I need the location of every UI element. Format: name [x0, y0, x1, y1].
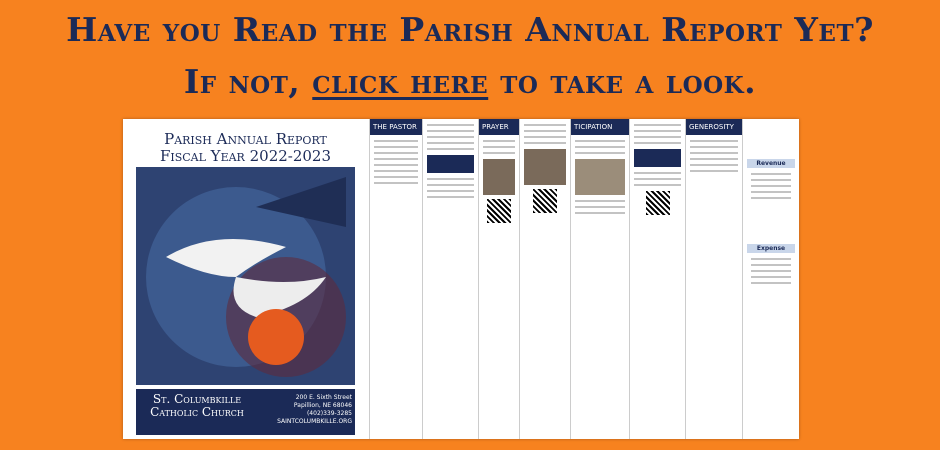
- click-here-link[interactable]: click here: [312, 62, 489, 101]
- column-header: THE PASTOR: [370, 119, 422, 135]
- qr-code-icon: [487, 199, 511, 223]
- report-column-pastor: [369, 119, 422, 439]
- expense-header: Expense: [747, 244, 795, 253]
- qr-code-icon: [533, 189, 557, 213]
- report-title-line1: Parish Annual Report: [164, 130, 327, 148]
- report-title: [123, 131, 368, 165]
- column-header: TICIPATION: [571, 119, 629, 135]
- photo: [575, 159, 625, 195]
- headline-read-report: Have you Read the Parish Annual Report Yet?: [66, 10, 874, 49]
- church-footer: [136, 389, 355, 435]
- church-address: 200 E. Sixth Street Papillion, NE 68046 (402)339-3285 SAINTCOLUMBKILLE.ORG: [277, 394, 352, 425]
- expense-table: [747, 244, 795, 289]
- column-header: GENEROSITY: [686, 119, 742, 135]
- report-column-2: [422, 119, 478, 439]
- report-column-generosity: [685, 119, 742, 439]
- report-column-prayer: [478, 119, 519, 439]
- photo: [524, 149, 566, 185]
- text-block: [427, 155, 474, 173]
- church-name-line1: St. Columbkille: [152, 392, 242, 406]
- column-header: PRAYER: [479, 119, 519, 135]
- church-name-line2: Catholic Church: [150, 405, 244, 419]
- revenue-table: [747, 159, 795, 204]
- report-column-finances: [742, 119, 799, 439]
- text-block: [634, 149, 681, 167]
- report-column-participation: [570, 119, 629, 439]
- report-title-line2: Fiscal Year 2022-2023: [159, 147, 332, 165]
- report-cover: [123, 119, 368, 439]
- annual-report-preview[interactable]: [123, 119, 799, 439]
- report-column-4: [519, 119, 570, 439]
- report-column-6: [629, 119, 685, 439]
- photo: [483, 159, 515, 195]
- headline-prefix: If not,: [183, 62, 313, 101]
- headline-click-here: [0, 62, 940, 101]
- church-name: [142, 393, 252, 419]
- headline-suffix: to take a look.: [488, 62, 757, 101]
- revenue-header: Revenue: [747, 159, 795, 168]
- qr-code-icon: [646, 191, 670, 215]
- stained-glass-dove-image: [136, 167, 355, 385]
